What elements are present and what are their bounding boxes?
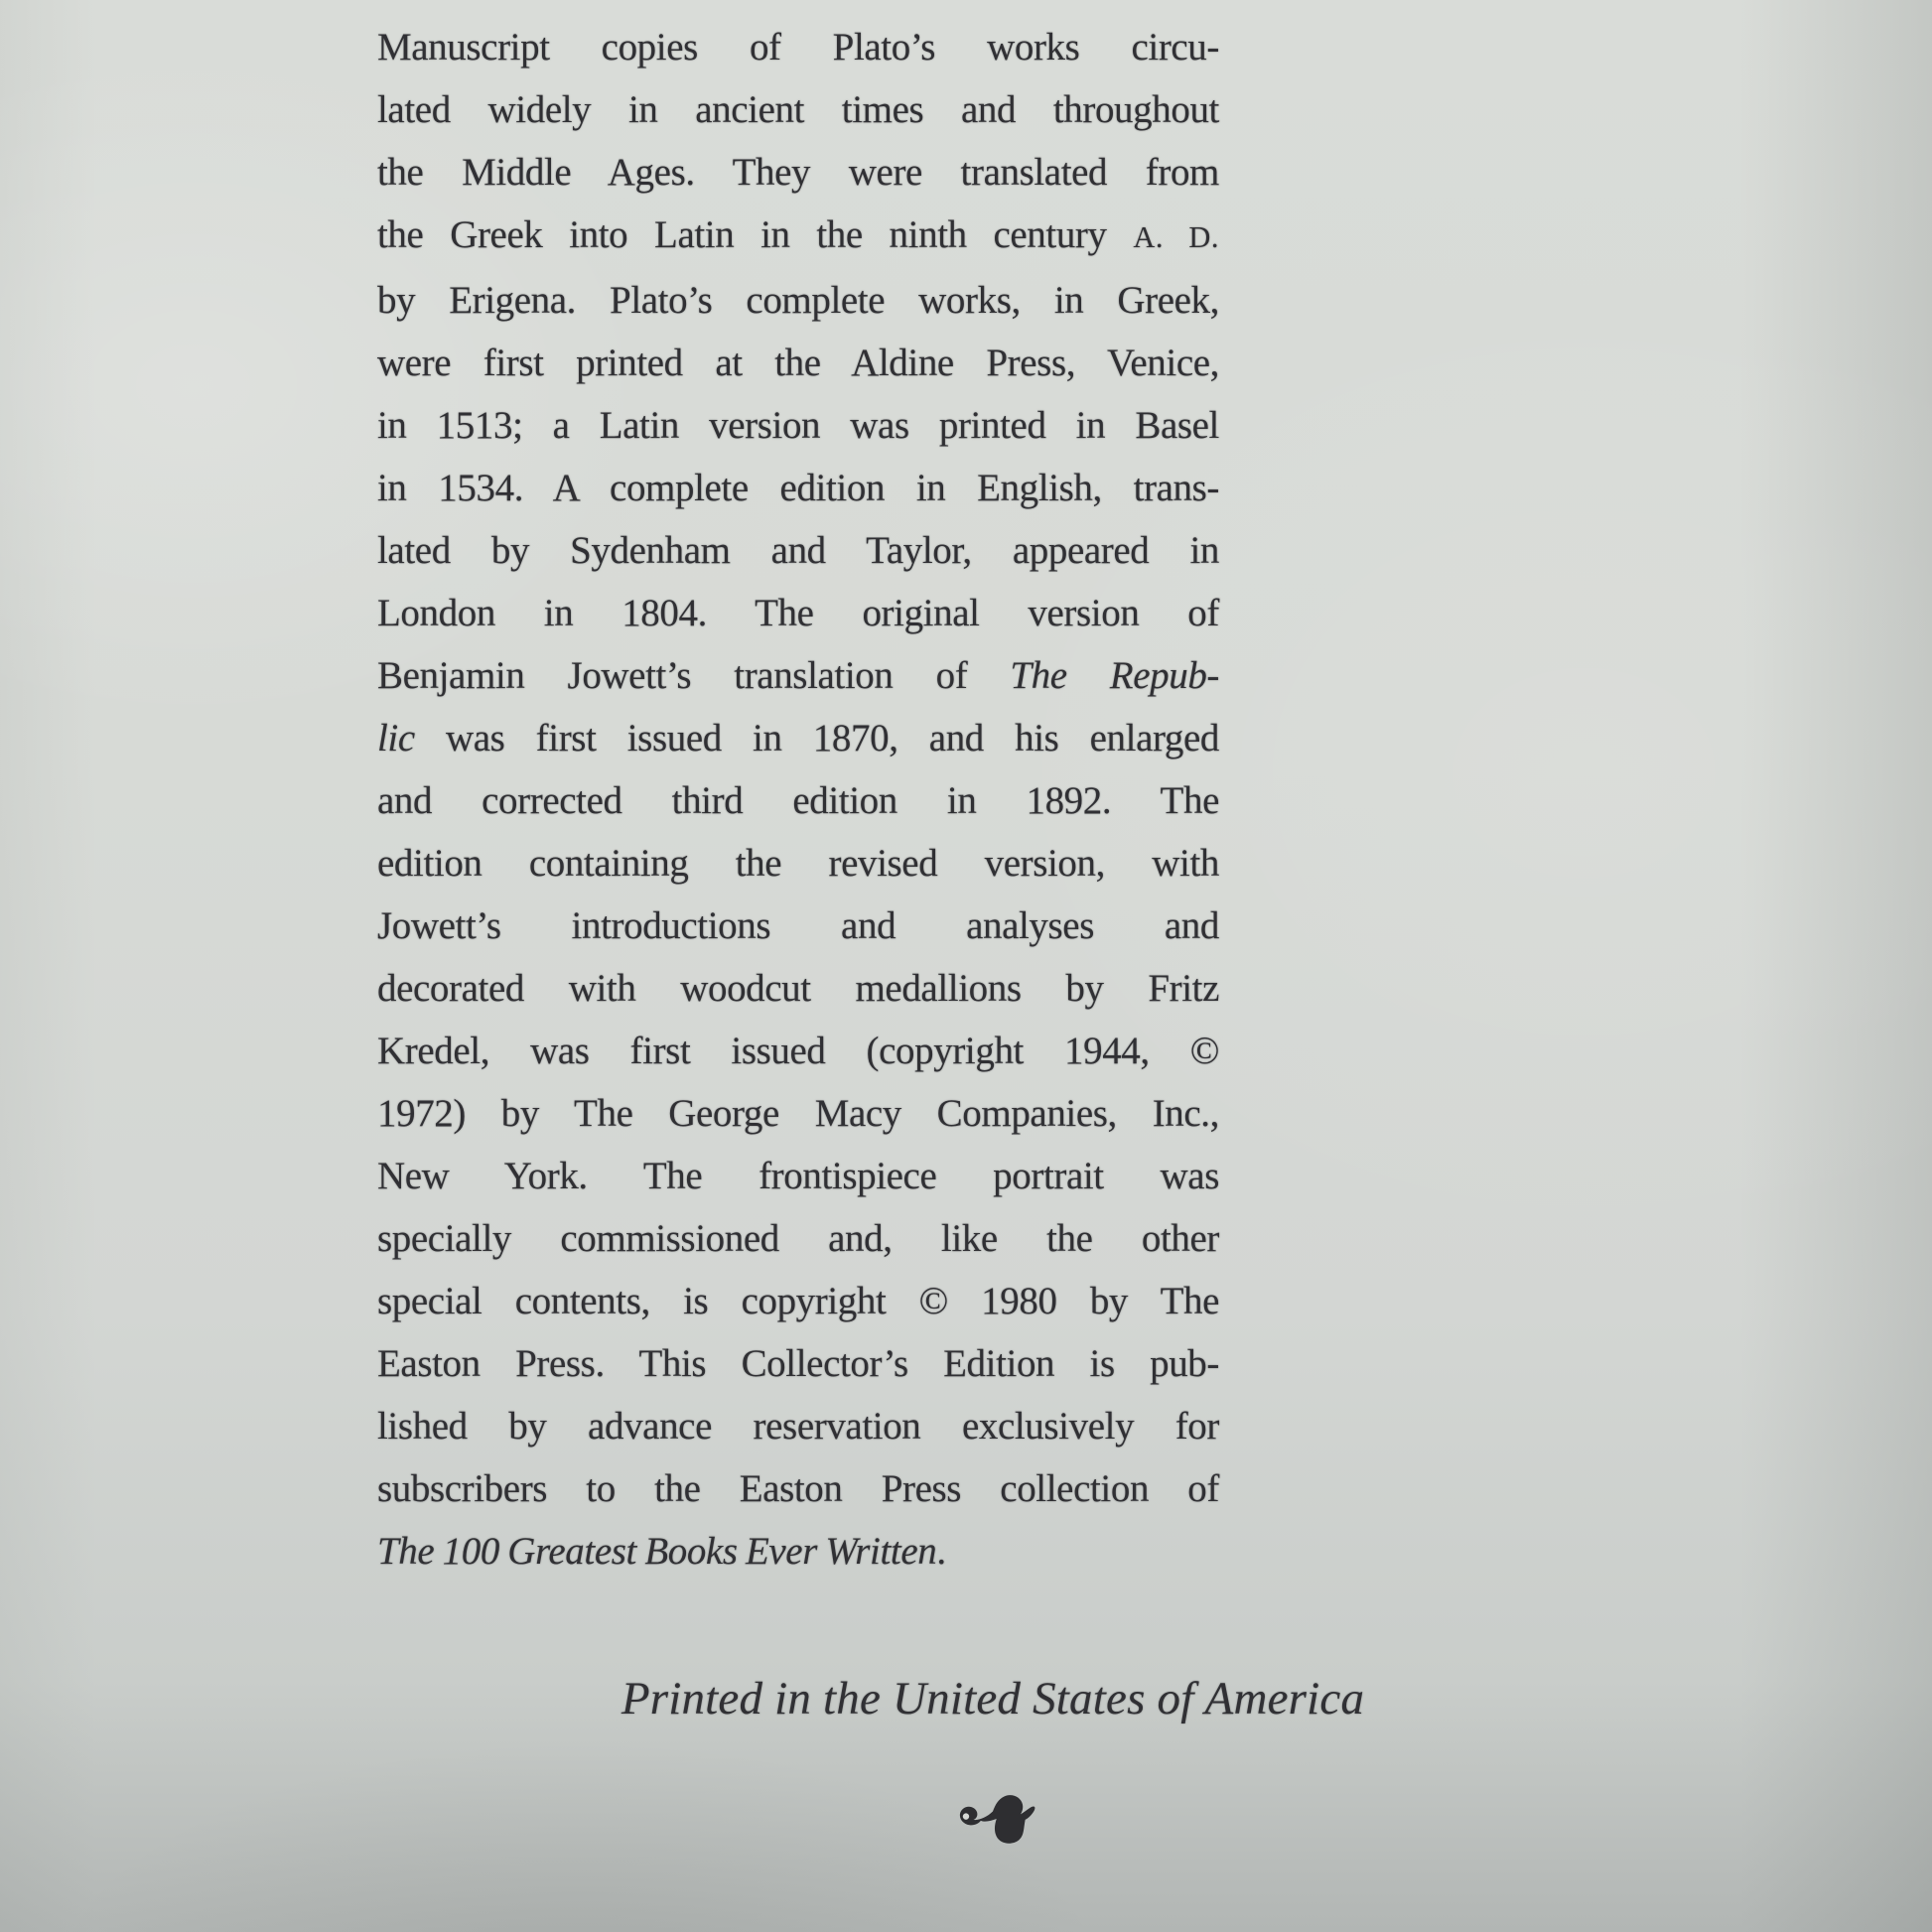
text-run: subscribers to the Easton Press collection of (377, 1467, 1219, 1510)
paragraph-line (377, 1082, 1219, 1145)
paragraph-line (377, 957, 1219, 1020)
italic-text-run: lic (377, 717, 415, 759)
paragraph-line (377, 1457, 1219, 1520)
paragraph-line (377, 1145, 1219, 1207)
text-run: Jowett’s introductions and analyses and (377, 904, 1219, 947)
italic-text-run: The Repub- (1010, 654, 1220, 697)
paragraph-line (377, 141, 1219, 204)
paragraph-line (377, 16, 1219, 78)
text-run: the Middle Ages. They were translated from (377, 151, 1219, 194)
text-run: Benjamin Jowett’s translation of (377, 654, 1011, 697)
bird-ornament-icon (945, 1791, 1040, 1847)
paragraph-line (377, 269, 1219, 332)
paragraph-line (377, 394, 1219, 457)
paragraph-line (377, 769, 1219, 832)
text-run: 1972) by The George Macy Companies, Inc., (377, 1092, 1219, 1135)
text-run: lished by advance reservation exclusively for (377, 1405, 1219, 1448)
text-run: . (936, 1530, 946, 1573)
paragraph-line (377, 1207, 1219, 1270)
paragraph-line (377, 832, 1219, 895)
text-run: and corrected third edition in 1892. The (377, 779, 1219, 822)
paragraph-line (377, 644, 1219, 707)
text-run: in 1534. A complete edition in English, trans- (377, 467, 1219, 509)
text-run: was first issued in 1870, and his enlarged (414, 717, 1219, 759)
paragraph-line (377, 1020, 1219, 1082)
text-run: decorated with woodcut medallions by Fritz (377, 967, 1219, 1010)
text-run: Easton Press. This Collector’s Edition is pub- (377, 1342, 1219, 1385)
text-run: New York. The frontispiece portrait was (377, 1155, 1219, 1197)
text-run: were first printed at the Aldine Press, Venice, (377, 342, 1219, 384)
text-run: Kredel, was first issued (copyright 1944, © (377, 1030, 1219, 1072)
paragraph-line (377, 457, 1219, 519)
text-run: in 1513; a Latin version was printed in Basel (377, 404, 1219, 447)
smallcaps-text-run: A. D. (1133, 220, 1219, 254)
text-run: London in 1804. The original version of (377, 592, 1219, 634)
paragraph-line (377, 1395, 1219, 1457)
paragraph-line (377, 582, 1219, 644)
paragraph-line (377, 1520, 1219, 1583)
paragraph-line (377, 204, 1219, 269)
text-run: Manuscript copies of Plato’s works circu- (377, 26, 1219, 69)
text-run: by Erigena. Plato’s complete works, in Greek, (377, 279, 1219, 322)
text-run: lated widely in ancient times and throughout (377, 88, 1219, 131)
printed-in-usa-line: Printed in the United States of America (621, 1673, 1365, 1725)
paragraph-line (377, 895, 1219, 957)
colophon-paragraph (377, 16, 1219, 1583)
paragraph-line (377, 78, 1219, 141)
italic-text-run: The 100 Greatest Books Ever Written (377, 1530, 937, 1573)
text-run: special contents, is copyright © 1980 by The (377, 1280, 1219, 1322)
paragraph-line (377, 519, 1219, 582)
paragraph-line (377, 1332, 1219, 1395)
paragraph-line (377, 332, 1219, 394)
paragraph-line (377, 707, 1219, 769)
text-run: the Greek into Latin in the ninth century (377, 213, 1134, 256)
paragraph-line (377, 1270, 1219, 1332)
text-run: lated by Sydenham and Taylor, appeared in (377, 529, 1219, 572)
text-run: specially commissioned and, like the other (377, 1217, 1219, 1260)
text-run: edition containing the revised version, with (377, 842, 1219, 885)
